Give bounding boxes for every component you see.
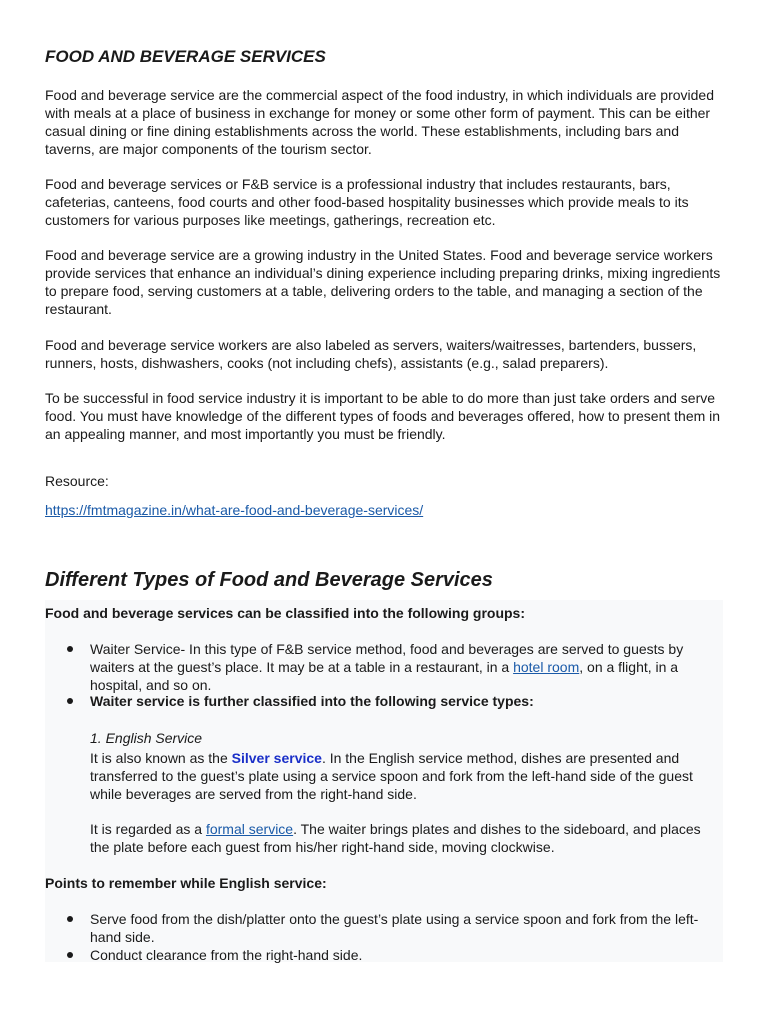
paragraph-text: It is regarded as a xyxy=(90,821,206,837)
hotel-room-link[interactable]: hotel room xyxy=(513,659,580,675)
section-title: Different Types of Food and Beverage Services xyxy=(45,569,493,591)
english-service-paragraph-2 xyxy=(90,820,720,856)
resource-link[interactable]: https://fmtmagazine.in/what-are-food-and-beverage-services/ xyxy=(45,502,424,518)
list-item-waiter-service xyxy=(90,640,720,694)
bullet-icon xyxy=(67,646,73,652)
list-item-point-1: Serve food from the dish/platter onto the guest’s plate using a service spoon and fork from the left-hand side. xyxy=(90,911,699,945)
english-service-heading: 1. English Service xyxy=(90,730,203,746)
formal-service-link[interactable]: formal service xyxy=(205,821,294,837)
paragraph-text: It is also known as the xyxy=(90,750,232,766)
intro-paragraph-2: Food and beverage services or F&B service is a professional industry that includes restaurants, bars, cafeterias, canteens, food courts and other food-based hospitality businesses which provide meals to its customers for various purposes like meetings, gatherings, recreation etc. xyxy=(45,176,689,228)
paragraph-text: . In the English service method, dishes are presented and transferred to the guest’s plate using a service spoon and fork from the left-hand side of the guest while beverages are served from the right-hand side. xyxy=(90,750,693,802)
page-title: FOOD AND BEVERAGE SERVICES xyxy=(45,47,326,66)
intro-paragraph-5: To be successful in food service industry it is important to be able to do more than just take orders and serve food. You must have knowledge of the different types of foods and beverages offered, how to present them in an appealing manner, and most importantly you must be friendly. xyxy=(45,390,721,442)
intro-paragraph-4: Food and beverage service workers are also labeled as servers, waiters/waitresses, bartenders, bussers, runners, hosts, dishwashers, cooks (not including chefs), assistants (e.g., salad preparers). xyxy=(45,337,697,371)
bullet-icon xyxy=(67,916,73,922)
list-item-service-types: Waiter service is further classified into the following service types: xyxy=(90,693,534,709)
silver-service-term: Silver service xyxy=(231,750,322,766)
list-item-text: , on a flight, in a hospital, and so on. xyxy=(90,659,679,693)
bullet-icon xyxy=(67,698,73,704)
english-service-paragraph-1 xyxy=(90,749,720,803)
resource-label: Resource: xyxy=(45,473,109,489)
list-item-text: Waiter Service- In this type of F&B service method, food and beverages are served to guests by waiters at the guest’s place. It may be at a table in a restaurant, in a xyxy=(90,641,684,675)
groups-heading: Food and beverage services can be classified into the following groups: xyxy=(45,605,525,621)
paragraph-text: . The waiter brings plates and dishes to the sideboard, and places the plate before each guest from his/her right-hand side, moving clockwise. xyxy=(90,821,701,855)
points-heading: Points to remember while English service: xyxy=(45,875,327,891)
intro-paragraph-1: Food and beverage service are the commercial aspect of the food industry, in which individuals are provided with meals at a place of business in exchange for money or some other form of payment. This can be either casual dining or fine dining establishments across the world. These establishments, including bars and taverns, are major components of the tourism sector. xyxy=(45,87,714,157)
intro-paragraph-3: Food and beverage service are a growing industry in the United States. Food and beverage service workers provide services that enhance an individual’s dining experience including preparing drinks, mixing ingredients to prepare food, serving customers at a table, delivering orders to the table, and managing a section of the restaurant. xyxy=(45,247,721,317)
bullet-icon xyxy=(67,952,73,958)
list-item-point-2: Conduct clearance from the right-hand side. xyxy=(90,947,363,963)
